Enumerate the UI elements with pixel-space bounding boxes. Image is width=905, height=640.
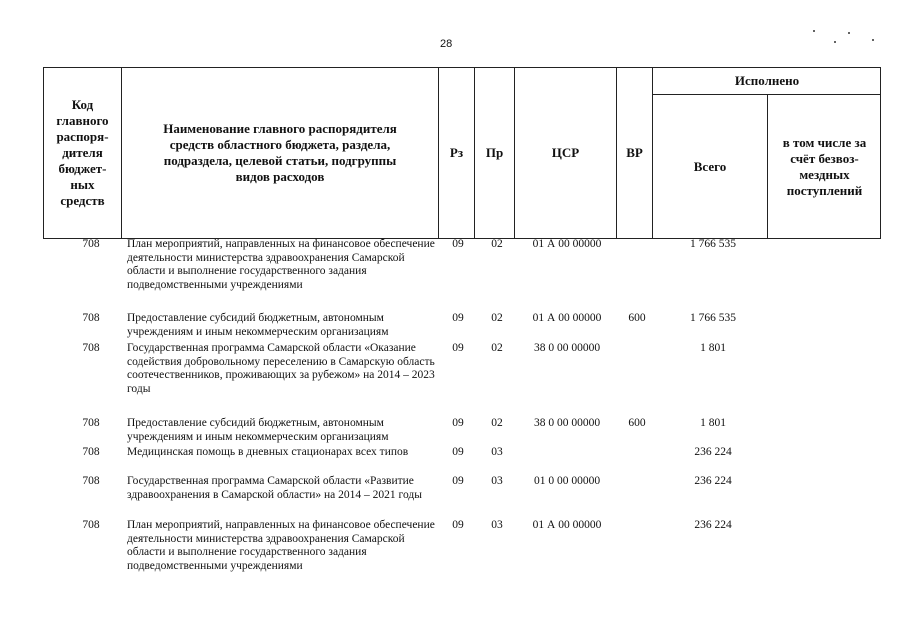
header-name: Наименование главного распорядителя средств областного бюджета, раздела, подраздела, целевой статьи, подгруппы видов расходов [163, 121, 397, 184]
cell-vr: 600 [628, 417, 646, 429]
header-pr: Пр [485, 145, 504, 160]
cell-rz: 09 [452, 312, 464, 324]
page-number: 28 [440, 38, 453, 50]
cell-vr: 600 [628, 312, 646, 324]
cell-total: 236 224 [694, 475, 732, 487]
header-code: Код главного распоря- дителя бюджет- ных средств [56, 97, 109, 208]
cell-rz: 09 [452, 446, 464, 458]
scan-speck [813, 30, 815, 32]
cell-pr: 03 [491, 475, 503, 487]
cell-code: 708 [82, 312, 100, 324]
scan-speck [848, 32, 850, 34]
cell-code: 708 [82, 446, 100, 458]
scan-speck [872, 39, 874, 41]
cell-code: 708 [82, 519, 100, 531]
cell-rz: 09 [452, 238, 464, 250]
cell-code: 708 [82, 342, 100, 354]
cell-name: Государственная программа Самарской области «Оказание содействия добровольному переселению в Самарскую область соотечественников, проживающих за рубежом» на 2014 – 2023 годы [127, 342, 435, 395]
cell-rz: 09 [452, 475, 464, 487]
header-csr: ЦСР [551, 145, 580, 160]
header-vr: ВР [626, 145, 643, 160]
header-rz: Рз [449, 145, 464, 160]
cell-rz: 09 [452, 342, 464, 354]
cell-rz: 09 [452, 417, 464, 429]
cell-pr: 03 [491, 519, 503, 531]
cell-csr: 01 А 00 00000 [532, 238, 602, 250]
cell-csr: 38 0 00 00000 [533, 417, 601, 429]
cell-name: План мероприятий, направленных на финансовое обеспечение деятельности министерства здравоохранения Самарской области и выполнение государственного задания подведомственными учреждениями [127, 238, 435, 291]
cell-pr: 02 [491, 238, 503, 250]
cell-pr: 02 [491, 342, 503, 354]
cell-name: План мероприятий, направленных на финансовое обеспечение деятельности министерства здравоохранения Самарской области и выполнение государственного задания подведомственными учреждениями [127, 519, 435, 572]
cell-total: 1 766 535 [690, 238, 736, 250]
cell-pr: 02 [491, 312, 503, 324]
cell-total: 236 224 [694, 519, 732, 531]
header-executed: Исполнено [734, 73, 800, 88]
cell-name: Государственная программа Самарской области «Развитие здравоохранения в Самарской области» на 2014 – 2021 годы [127, 475, 422, 501]
cell-total: 1 801 [700, 342, 726, 354]
cell-csr: 01 0 00 00000 [533, 475, 601, 487]
cell-code: 708 [82, 417, 100, 429]
cell-rz: 09 [452, 519, 464, 531]
scan-speck [834, 41, 836, 43]
cell-pr: 02 [491, 417, 503, 429]
cell-pr: 03 [491, 446, 503, 458]
cell-name: Предоставление субсидий бюджетным, автономным учреждениям и иным некоммерческим организациям [127, 417, 389, 443]
header-total: Всего [693, 158, 727, 174]
cell-total: 236 224 [694, 446, 732, 458]
cell-csr: 01 А 00 00000 [532, 312, 602, 324]
cell-total: 1 766 535 [690, 312, 736, 324]
cell-name: Предоставление субсидий бюджетным, автономным учреждениям и иным некоммерческим организациям [127, 312, 389, 338]
cell-code: 708 [82, 238, 100, 250]
cell-csr: 38 0 00 00000 [533, 342, 601, 354]
cell-code: 708 [82, 475, 100, 487]
cell-csr: 01 А 00 00000 [532, 519, 602, 531]
cell-name: Медицинская помощь в дневных стационарах всех типов [127, 446, 409, 458]
cell-total: 1 801 [700, 417, 726, 429]
header-free: в том числе за счёт безвоз- мездных поступлений [782, 134, 867, 198]
